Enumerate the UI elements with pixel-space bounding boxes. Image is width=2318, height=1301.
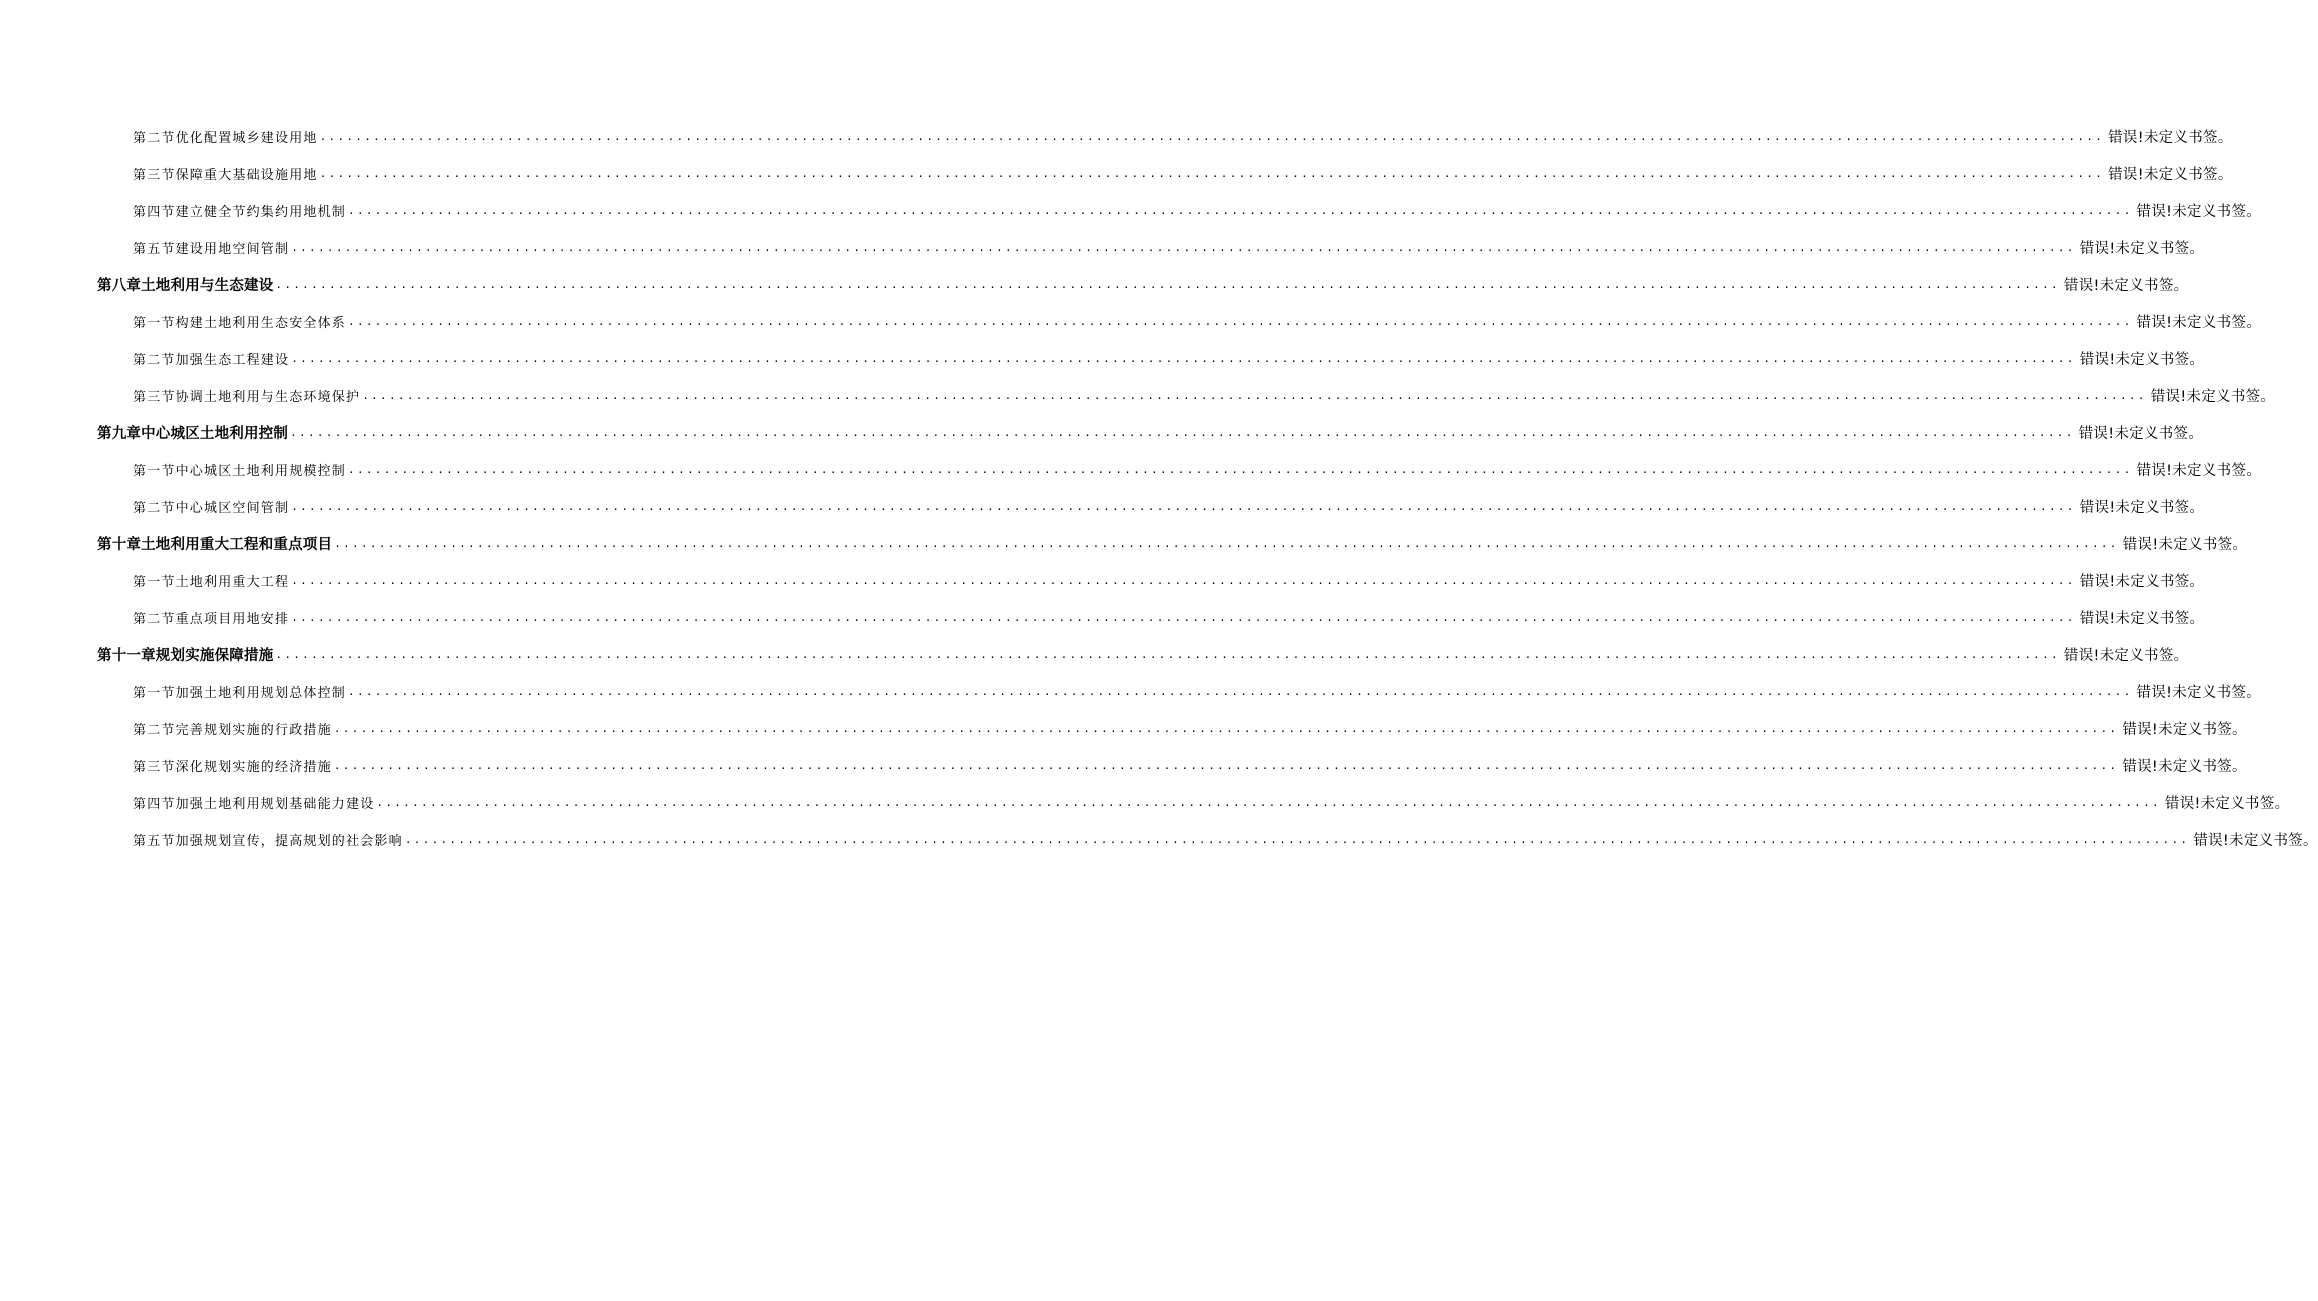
toc-dot-leader: ........................................................................................................................................................................................................ (291, 610, 2076, 624)
toc-dot-leader: ........................................................................................................................................................................................................ (291, 573, 2076, 587)
toc-entry-title: 第一节构建土地利用生态安全体系 (133, 316, 347, 331)
toc-entry-title: 第二节重点项目用地安排 (133, 612, 290, 627)
toc-dot-leader: ........................................................................................................................................................................................................ (319, 129, 2105, 143)
toc-entry-title: 第二节加强生态工程建设 (133, 353, 290, 368)
table-of-contents (0, 118, 2318, 858)
toc-dot-leader: ........................................................................................................................................................................................................ (291, 240, 2076, 254)
toc-entry[interactable] (0, 562, 2205, 599)
toc-entry[interactable] (0, 747, 2247, 784)
toc-entry-title: 第四节建立健全节约集约用地机制 (133, 205, 347, 220)
toc-entry-title: 第三节深化规划实施的经济措施 (133, 760, 332, 775)
toc-entry-page: 错误!未定义书签。 (2164, 796, 2290, 812)
toc-dot-leader: ........................................................................................................................................................................................................ (275, 647, 2060, 661)
toc-chapter-entry[interactable] (0, 266, 2189, 303)
toc-dot-leader: ........................................................................................................................................................................................................ (362, 388, 2147, 402)
toc-dot-leader: ........................................................................................................................................................................................................ (291, 499, 2076, 513)
toc-entry[interactable] (0, 377, 2276, 414)
toc-entry[interactable] (0, 599, 2205, 636)
toc-chapter-title: 第九章中心城区土地利用控制 (97, 426, 289, 442)
toc-chapter-title: 第十一章规划实施保障措施 (97, 648, 274, 664)
toc-entry-page: 错误!未定义书签。 (2136, 463, 2262, 479)
toc-entry-page: 错误!未定义书签。 (2136, 315, 2262, 331)
toc-entry-page: 错误!未定义书签。 (2079, 611, 2205, 627)
toc-entry[interactable] (0, 192, 2262, 229)
toc-entry-title: 第五节建设用地空间管制 (133, 242, 290, 257)
toc-dot-leader: ........................................................................................................................................................................................................ (348, 462, 2133, 476)
toc-chapter-entry[interactable] (0, 636, 2189, 673)
toc-dot-leader: ........................................................................................................................................................................................................ (291, 351, 2076, 365)
toc-entry-page: 错误!未定义书签。 (2079, 574, 2205, 590)
toc-entry-title: 第三节协调土地利用与生态环境保护 (133, 390, 361, 405)
toc-entry-page: 错误!未定义书签。 (2079, 241, 2205, 257)
toc-entry-title: 第二节完善规划实施的行政措施 (133, 723, 332, 738)
toc-entry-title: 第一节土地利用重大工程 (133, 575, 290, 590)
toc-entry[interactable] (0, 340, 2205, 377)
toc-dot-leader: ........................................................................................................................................................................................................ (334, 536, 2119, 550)
toc-entry-page: 错误!未定义书签。 (2078, 426, 2204, 442)
toc-entry-title: 第三节保障重大基础设施用地 (133, 168, 318, 183)
toc-entry-page: 错误!未定义书签。 (2108, 130, 2233, 146)
toc-dot-leader: ........................................................................................................................................................................................................ (376, 795, 2161, 809)
toc-chapter-title: 第十章土地利用重大工程和重点项目 (97, 537, 333, 553)
toc-dot-leader: ........................................................................................................................................................................................................ (348, 203, 2133, 217)
toc-entry[interactable] (0, 673, 2262, 710)
toc-entry-page: 错误!未定义书签。 (2079, 500, 2205, 516)
toc-dot-leader: ........................................................................................................................................................................................................ (319, 166, 2105, 180)
toc-entry[interactable] (0, 488, 2205, 525)
toc-dot-leader: ........................................................................................................................................................................................................ (333, 721, 2119, 735)
toc-entry-page: 错误!未定义书签。 (2063, 648, 2189, 664)
toc-entry-page: 错误!未定义书签。 (2122, 537, 2248, 553)
toc-entry[interactable] (0, 710, 2247, 747)
toc-entry-title: 第五节加强规划宣传，提高规划的社会影响 (133, 834, 403, 849)
toc-dot-leader: ........................................................................................................................................................................................................ (275, 277, 2060, 291)
toc-entry[interactable] (0, 303, 2262, 340)
toc-entry-title: 第四节加强土地利用规划基础能力建设 (133, 797, 375, 812)
toc-entry-page: 错误!未定义书签。 (2150, 389, 2276, 405)
toc-entry-page: 错误!未定义书签。 (2122, 759, 2247, 775)
toc-dot-leader: ........................................................................................................................................................................................................ (290, 425, 2075, 439)
toc-dot-leader: ........................................................................................................................................................................................................ (348, 314, 2133, 328)
toc-entry[interactable] (0, 821, 2318, 858)
toc-entry-page: 错误!未定义书签。 (2122, 722, 2247, 738)
toc-entry[interactable] (0, 229, 2205, 266)
toc-entry-title: 第二节优化配置城乡建设用地 (133, 131, 318, 146)
toc-entry-page: 错误!未定义书签。 (2136, 204, 2262, 220)
toc-dot-leader: ........................................................................................................................................................................................................ (348, 684, 2133, 698)
toc-entry-title: 第二节中心城区空间管制 (133, 501, 290, 516)
toc-entry-title: 第一节中心城区土地利用规模控制 (133, 464, 347, 479)
toc-entry-title: 第一节加强土地利用规划总体控制 (133, 686, 347, 701)
toc-entry-page: 错误!未定义书签。 (2063, 278, 2189, 294)
toc-dot-leader: ........................................................................................................................................................................................................ (404, 832, 2190, 846)
toc-entry[interactable] (0, 451, 2262, 488)
toc-entry[interactable] (0, 155, 2233, 192)
toc-entry-page: 错误!未定义书签。 (2108, 167, 2233, 183)
toc-entry[interactable] (0, 118, 2233, 155)
toc-chapter-entry[interactable] (0, 414, 2204, 451)
toc-entry-page: 错误!未定义书签。 (2136, 685, 2262, 701)
toc-entry-page: 错误!未定义书签。 (2193, 833, 2318, 849)
toc-entry-page: 错误!未定义书签。 (2079, 352, 2205, 368)
toc-dot-leader: ........................................................................................................................................................................................................ (333, 758, 2119, 772)
toc-chapter-title: 第八章土地利用与生态建设 (97, 278, 274, 294)
toc-chapter-entry[interactable] (0, 525, 2248, 562)
toc-entry[interactable] (0, 784, 2290, 821)
